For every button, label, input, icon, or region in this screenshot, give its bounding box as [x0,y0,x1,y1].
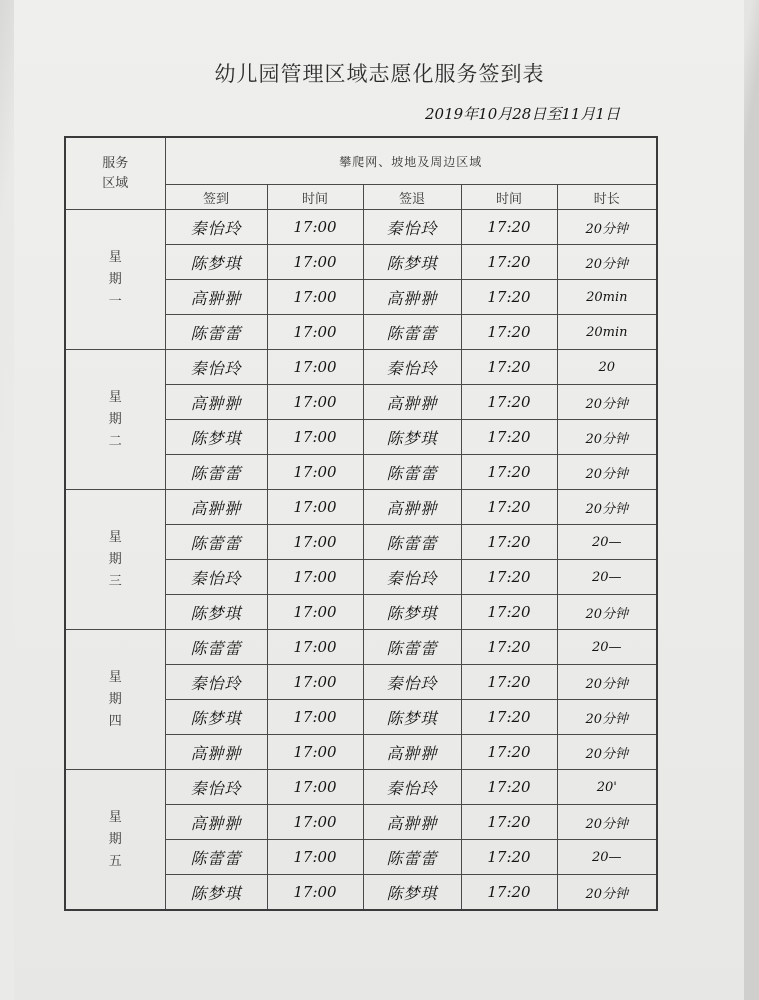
column-header-sign-out: 签退 [363,185,461,210]
sign-out-name: 秦怡玲 [363,210,461,245]
time-in: 17:00 [267,455,363,490]
weekday-label [65,210,165,350]
sign-in-name: 秦怡玲 [165,350,267,385]
time-out: 17:20 [461,560,557,595]
time-in: 17:00 [267,770,363,805]
weekday-label [65,490,165,630]
duration: 20分钟 [557,455,657,490]
sign-out-name: 陈梦琪 [363,875,461,911]
duration: 20 [557,350,657,385]
sign-out-name: 秦怡玲 [363,350,461,385]
duration: 20分钟 [557,385,657,420]
sign-in-name: 陈梦琪 [165,875,267,911]
sign-out-name: 秦怡玲 [363,560,461,595]
duration: 20— [557,560,657,595]
weekday-label [65,630,165,770]
table-row [65,630,657,665]
time-out: 17:20 [461,630,557,665]
sign-out-name: 陈蕾蕾 [363,315,461,350]
sign-in-name: 陈梦琪 [165,595,267,630]
weekday-char: 期 [108,831,122,847]
sign-in-name: 陈蕾蕾 [165,455,267,490]
column-header-time-out: 时间 [461,185,557,210]
sign-out-name: 陈蕾蕾 [363,455,461,490]
table-row [65,350,657,385]
weekday-char: 星 [108,529,122,545]
service-area-label-2: 区域 [102,175,129,191]
duration: 20min [557,315,657,350]
time-in: 17:00 [267,385,363,420]
duration: 20分钟 [557,700,657,735]
weekday-char: 二 [108,433,122,449]
sign-in-name: 陈蕾蕾 [165,840,267,875]
weekday-char: 期 [108,691,122,707]
weekday-char: 星 [108,669,122,685]
duration: 20分钟 [557,735,657,770]
time-in: 17:00 [267,315,363,350]
table-row [65,210,657,245]
duration: 20— [557,840,657,875]
time-out: 17:20 [461,735,557,770]
sign-out-name: 陈梦琪 [363,420,461,455]
sign-in-name: 秦怡玲 [165,560,267,595]
time-out: 17:20 [461,840,557,875]
weekday-char: 期 [108,411,122,427]
duration: 20分钟 [557,420,657,455]
sign-out-name: 陈梦琪 [363,700,461,735]
time-out: 17:20 [461,665,557,700]
sign-in-name: 高翀翀 [165,805,267,840]
area-name: 攀爬网、坡地及周边区域 [165,137,657,185]
time-out: 17:20 [461,420,557,455]
sign-in-name: 陈蕾蕾 [165,525,267,560]
table-row [65,770,657,805]
duration: 20— [557,630,657,665]
weekday-char: 期 [108,271,122,287]
time-out: 17:20 [461,805,557,840]
time-out: 17:20 [461,525,557,560]
weekday-char: 星 [108,809,122,825]
sign-out-name: 陈蕾蕾 [363,630,461,665]
time-in: 17:00 [267,735,363,770]
time-out: 17:20 [461,875,557,911]
time-out: 17:20 [461,595,557,630]
weekday-char: 星 [108,249,122,265]
duration: 20min [557,280,657,315]
time-out: 17:20 [461,350,557,385]
time-in: 17:00 [267,210,363,245]
time-out: 17:20 [461,280,557,315]
sign-in-name: 高翀翀 [165,735,267,770]
date-range: 2019年10月28日至11月1日 [425,105,620,123]
sign-out-name: 高翀翀 [363,735,461,770]
column-header-sign-in: 签到 [165,185,267,210]
time-in: 17:00 [267,245,363,280]
weekday-char: 四 [108,713,122,729]
time-out: 17:20 [461,770,557,805]
sign-in-name: 高翀翀 [165,280,267,315]
sign-out-name: 秦怡玲 [363,665,461,700]
sign-in-name: 陈蕾蕾 [165,315,267,350]
sign-in-name: 高翀翀 [165,490,267,525]
duration: 20' [557,770,657,805]
sign-in-name: 秦怡玲 [165,210,267,245]
time-in: 17:00 [267,595,363,630]
sign-in-name: 高翀翀 [165,385,267,420]
duration: 20分钟 [557,875,657,911]
column-header-duration: 时长 [557,185,657,210]
sign-in-table [64,136,658,911]
time-out: 17:20 [461,315,557,350]
time-out: 17:20 [461,700,557,735]
weekday-char: 期 [108,551,122,567]
sign-out-name: 秦怡玲 [363,770,461,805]
service-area-header [65,137,165,210]
sign-out-name: 高翀翀 [363,490,461,525]
column-header-time-in: 时间 [267,185,363,210]
service-area-label-1: 服务 [102,155,129,171]
duration: 20分钟 [557,805,657,840]
weekday-char: 三 [108,573,122,589]
weekday-label [65,350,165,490]
duration: 20分钟 [557,665,657,700]
time-in: 17:00 [267,560,363,595]
time-out: 17:20 [461,210,557,245]
time-in: 17:00 [267,700,363,735]
time-out: 17:20 [461,455,557,490]
sign-out-name: 陈梦琪 [363,595,461,630]
time-in: 17:00 [267,280,363,315]
sign-out-name: 陈蕾蕾 [363,840,461,875]
time-in: 17:00 [267,875,363,911]
form-title: 幼儿园管理区域志愿化服务签到表 [214,62,545,86]
table-row [65,490,657,525]
duration: 20分钟 [557,490,657,525]
sign-in-name: 陈蕾蕾 [165,630,267,665]
weekday-char: 星 [108,389,122,405]
sign-in-name: 陈梦琪 [165,420,267,455]
duration: 20分钟 [557,210,657,245]
sign-out-name: 高翀翀 [363,805,461,840]
duration: 20— [557,525,657,560]
sign-in-name: 陈梦琪 [165,700,267,735]
time-in: 17:00 [267,805,363,840]
duration: 20分钟 [557,245,657,280]
sign-out-name: 陈梦琪 [363,245,461,280]
time-out: 17:20 [461,490,557,525]
sign-out-name: 高翀翀 [363,280,461,315]
time-in: 17:00 [267,350,363,385]
sign-in-name: 秦怡玲 [165,770,267,805]
time-out: 17:20 [461,245,557,280]
weekday-char: 一 [108,293,122,309]
weekday-char: 五 [108,853,122,869]
weekday-label [65,770,165,911]
time-in: 17:00 [267,420,363,455]
time-in: 17:00 [267,665,363,700]
sign-out-name: 陈蕾蕾 [363,525,461,560]
time-out: 17:20 [461,385,557,420]
time-in: 17:00 [267,490,363,525]
sign-in-name: 陈梦琪 [165,245,267,280]
time-in: 17:00 [267,525,363,560]
time-in: 17:00 [267,840,363,875]
time-in: 17:00 [267,630,363,665]
sign-out-name: 高翀翀 [363,385,461,420]
duration: 20分钟 [557,595,657,630]
sign-in-name: 秦怡玲 [165,665,267,700]
